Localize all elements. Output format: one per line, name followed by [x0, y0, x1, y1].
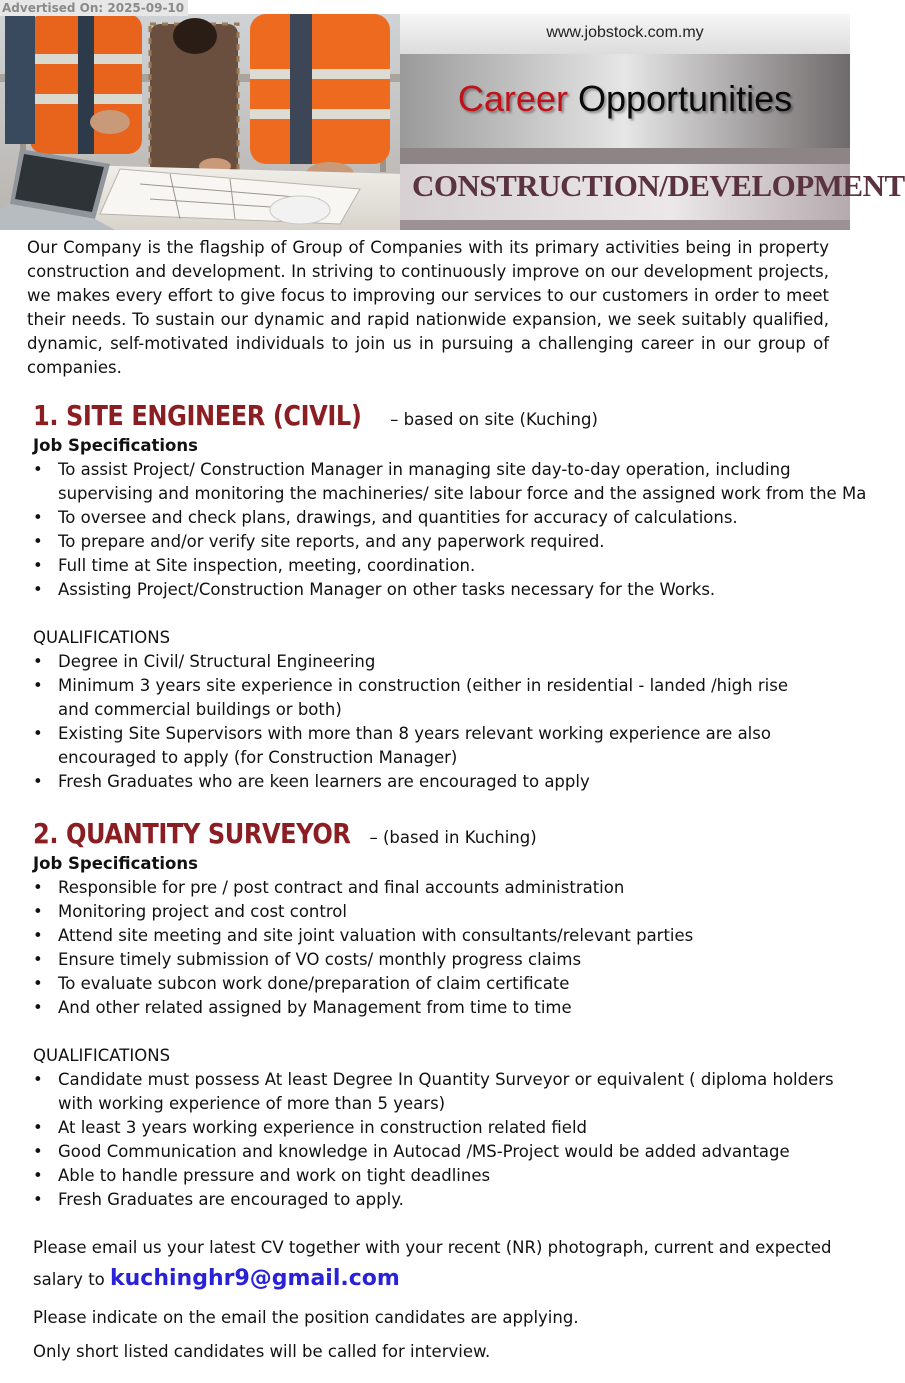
list-item: • Assisting Project/Construction Manager on other tasks necessary for the Works.	[33, 578, 850, 602]
apply-line-2-prefix: salary to	[33, 1270, 105, 1289]
job-category: CONSTRUCTION/DEVELOPMENT	[412, 168, 905, 203]
company-intro: Our Company is the flagship of Group of Companies with its primary activities being in property construction and development. In striving to continuously improve on our development projects, we makes every effort to give focus to improving our services to our customers in order to meet their needs. To sustain our dynamic and rapid nationwide expansion, we seek suitably qualified, dynamic, self-motivated individuals to join us in pursuing a challenging career in our group of companies.	[27, 238, 829, 377]
apply-line-1: Please email us your latest CV together with your recent (NR) photograph, current and expected	[33, 1238, 832, 1257]
job-1-qual-list	[0, 650, 850, 794]
job-1-spec-list	[0, 458, 867, 602]
ad-content	[0, 236, 867, 1364]
list-item-continuation: encouraged to apply (for Construction Manager)	[58, 748, 458, 767]
opportunities-word: Opportunities	[577, 78, 793, 119]
job-2-spec-heading: Job Specifications	[33, 854, 198, 873]
job-1-location: – based on site (Kuching)	[390, 410, 598, 429]
job-2-spec-list	[0, 876, 850, 1020]
list-item	[33, 482, 867, 506]
job-1-title: 1. SITE ENGINEER (CIVIL)	[33, 399, 362, 432]
list-item: • To prepare and/or verify site reports, and any paperwork required.	[33, 530, 850, 554]
job-1-header	[33, 399, 850, 434]
list-item: • Full time at Site inspection, meeting, coordination.	[33, 554, 850, 578]
application-instructions	[33, 1236, 850, 1364]
contact-email-link[interactable]: kuchinghr9@gmail.com	[110, 1266, 400, 1291]
list-item: • Monitoring project and cost control	[33, 900, 850, 924]
website-url[interactable]: www.jobstock.com.my	[546, 24, 704, 41]
list-item: • To oversee and check plans, drawings, and quantities for accuracy of calculations.	[33, 506, 850, 530]
apply-line-4: Only short listed candidates will be called for interview.	[33, 1342, 491, 1361]
list-item: • At least 3 years working experience in construction related field	[33, 1116, 850, 1140]
list-item-continuation: and commercial buildings or both)	[58, 700, 342, 719]
list-item: • Existing Site Supervisors with more than 8 years relevant working experience are also	[33, 722, 850, 746]
job-2-qual-list	[0, 1068, 850, 1212]
job-1-spec-heading: Job Specifications	[33, 436, 198, 455]
job-2-title: 2. QUANTITY SURVEYOR	[33, 817, 351, 850]
apply-line-2	[33, 1262, 850, 1296]
list-item: • Fresh Graduates who are keen learners are encouraged to apply	[33, 770, 850, 794]
list-item: • Responsible for pre / post contract and final accounts administration	[33, 876, 850, 900]
list-item	[33, 746, 850, 770]
list-item: • Minimum 3 years site experience in construction (either in residential - landed /high rise	[33, 674, 850, 698]
header-banner	[0, 14, 905, 230]
advertised-date: Advertised On: 2025-09-10	[0, 0, 188, 16]
list-item: • Ensure timely submission of VO costs/ monthly progress claims	[33, 948, 850, 972]
list-item	[33, 698, 850, 722]
job-2-location: – (based in Kuching)	[369, 828, 537, 847]
list-item	[33, 1092, 850, 1116]
list-item: • Able to handle pressure and work on tight deadlines	[33, 1164, 850, 1188]
list-item: • Good Communication and knowledge in Autocad /MS-Project would be added advantage	[33, 1140, 850, 1164]
list-item-continuation: supervising and monitoring the machineries/ site labour force and the assigned work from the Ma	[58, 484, 867, 503]
apply-line-3: Please indicate on the email the position candidates are applying.	[33, 1308, 579, 1327]
career-word: Career	[457, 78, 568, 119]
list-item: • Candidate must possess At least Degree In Quantity Surveyor or equivalent ( diploma holders	[33, 1068, 850, 1092]
job-2-qual-heading: QUALIFICATIONS	[33, 1046, 171, 1065]
list-item: • Attend site meeting and site joint valuation with consultants/relevant parties	[33, 924, 850, 948]
career-opportunities-heading	[400, 78, 850, 120]
list-item: • To evaluate subcon work done/preparation of claim certificate	[33, 972, 850, 996]
job-2-header	[33, 817, 850, 852]
list-item-continuation: with working experience of more than 5 years)	[58, 1094, 446, 1113]
list-item: • And other related assigned by Management from time to time	[33, 996, 850, 1020]
list-item: • Degree in Civil/ Structural Engineering	[33, 650, 850, 674]
job-1-qual-heading: QUALIFICATIONS	[33, 628, 171, 647]
list-item: • Fresh Graduates are encouraged to apply.	[33, 1188, 850, 1212]
construction-team-photo	[0, 14, 405, 230]
list-item: • To assist Project/ Construction Manager in managing site day-to-day operation, including	[33, 458, 850, 482]
